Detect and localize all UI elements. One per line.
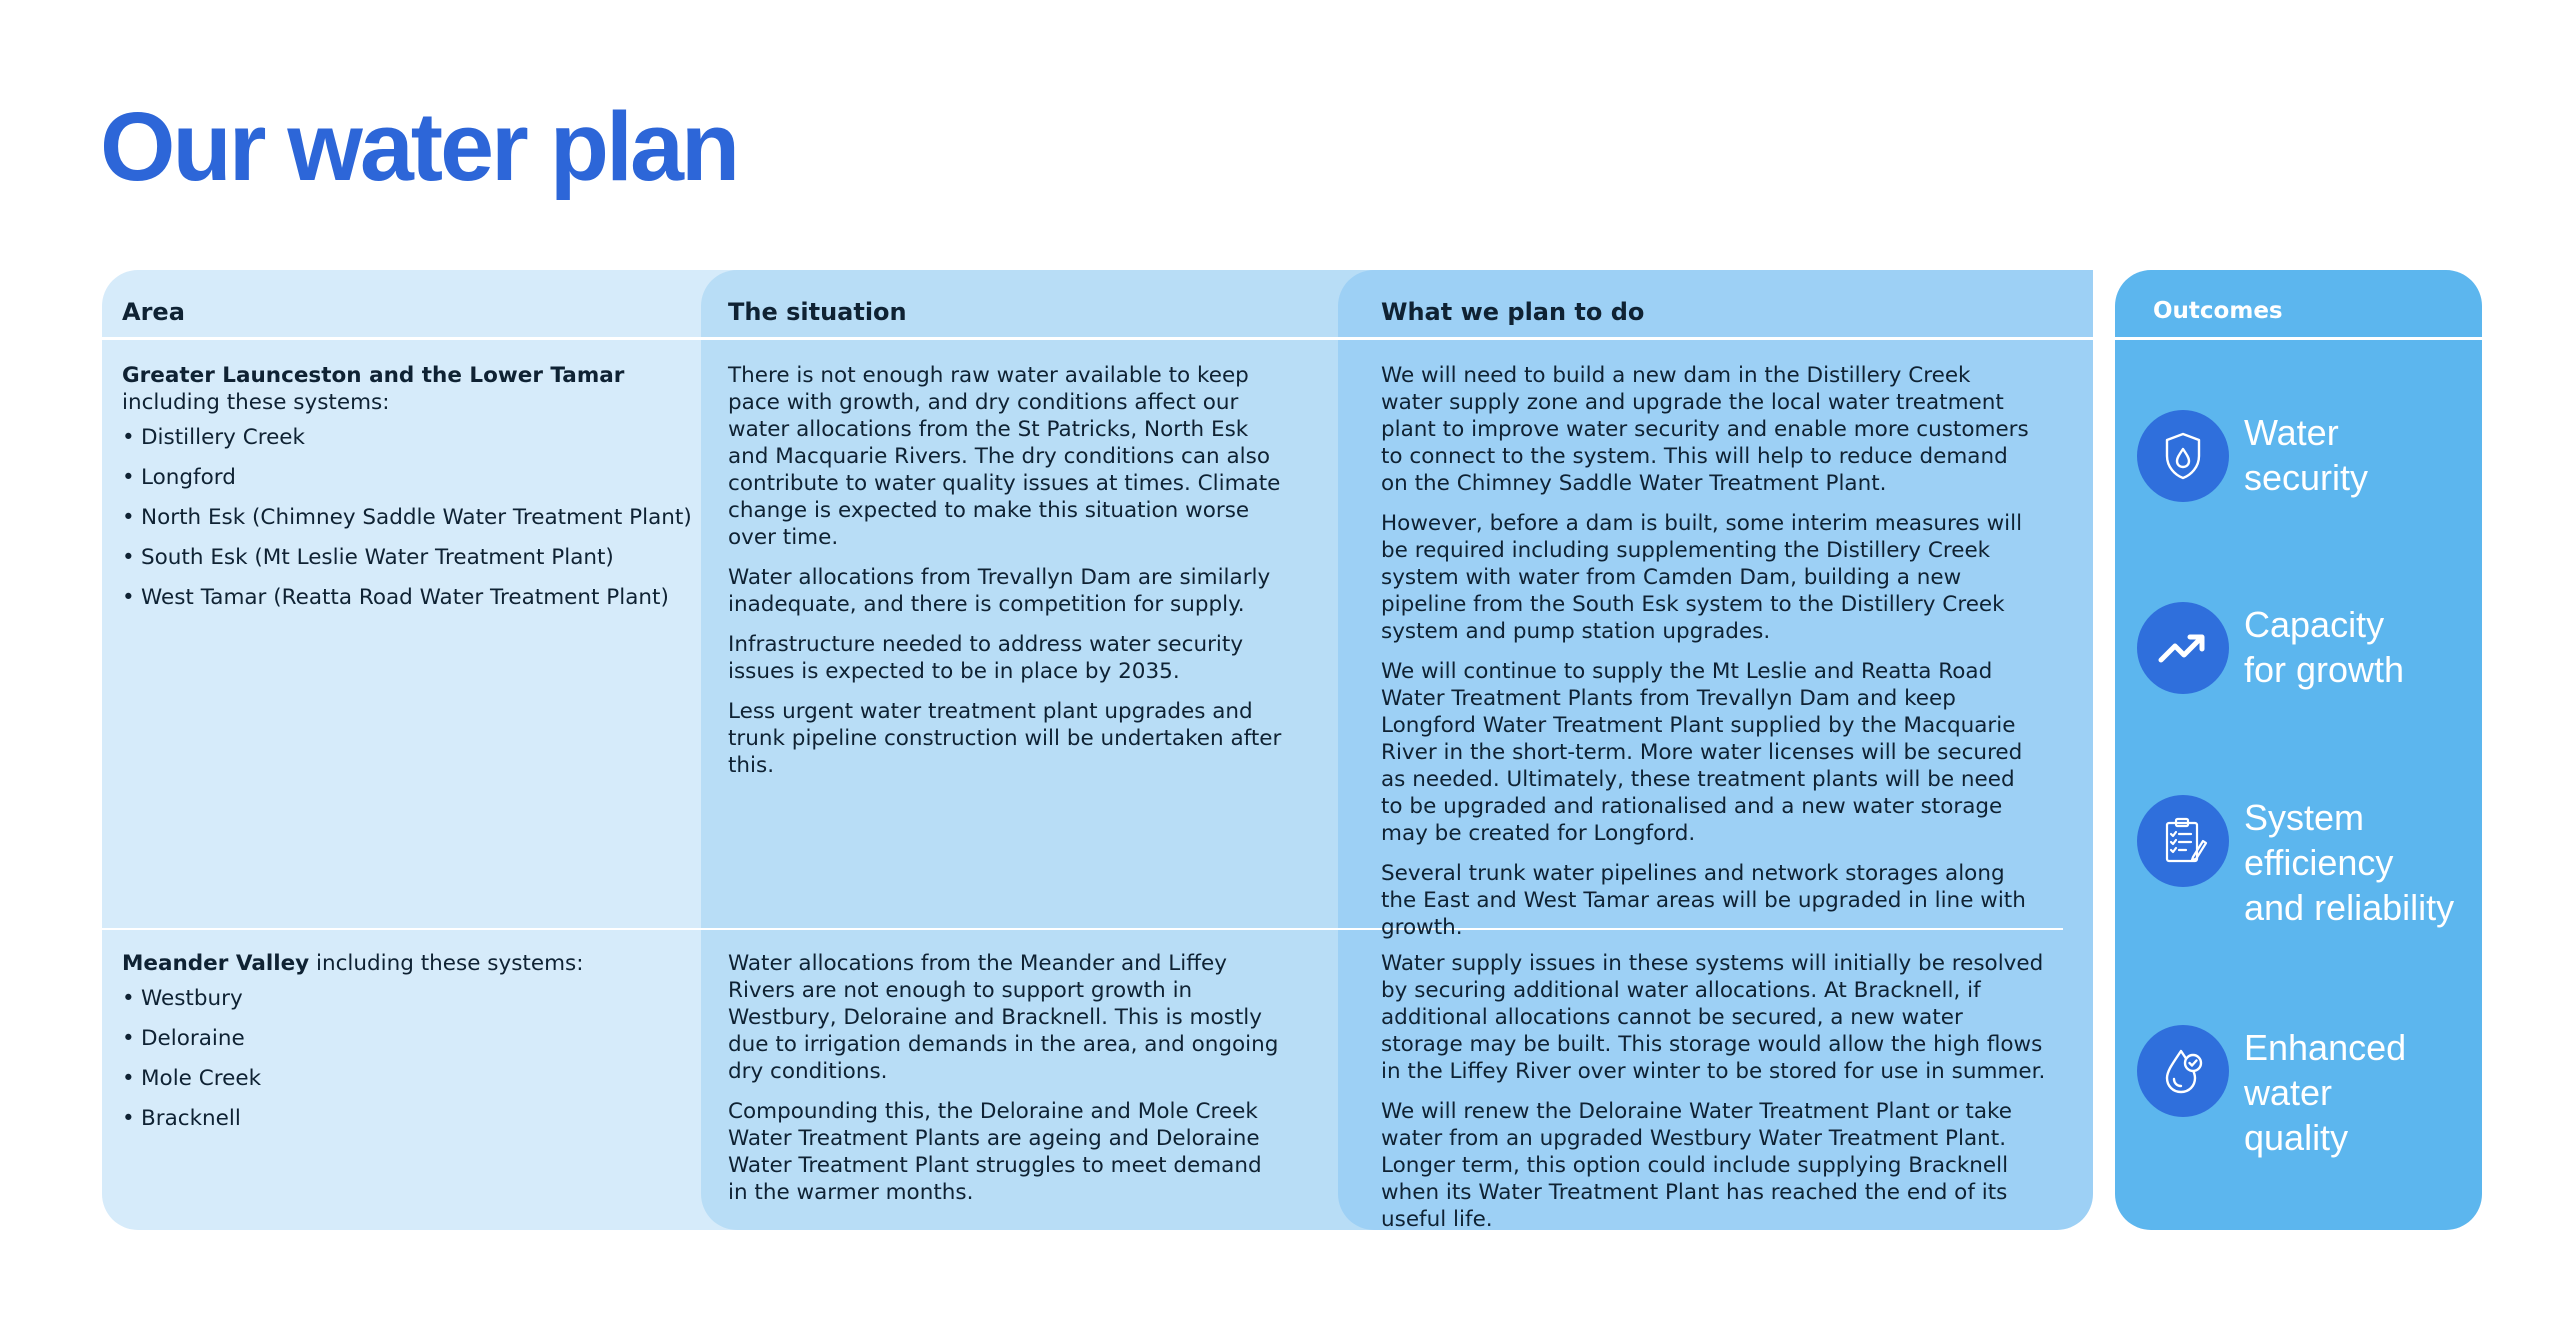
paragraph: There is not enough raw water available to keep pace with growth, and dry conditions affect our water allocations from the St Patricks, North Esk and Macquarie Rivers. The dry conditions can also contribute to water quality issues at times. Climate change is expected to make this situation worse over time. bbox=[728, 363, 1281, 550]
situation-header-label: The situation bbox=[728, 298, 907, 326]
plan-cell-launceston bbox=[1381, 362, 2033, 954]
list-item: • North Esk (Chimney Saddle Water Treatment Plant) bbox=[122, 504, 722, 531]
area-column bbox=[102, 270, 742, 1230]
situation-cell-meander bbox=[728, 950, 1288, 1219]
paragraph: We will continue to supply the Mt Leslie and Reatta Road Water Treatment Plants from Trevallyn Dam and keep Longford Water Treatment Plant supplied by the Macquarie River in the short-term. More water licenses will be secured as needed. Ultimately, these treatment plants will be need to be upgraded and rationalised and a new water storage may be created for Longford. bbox=[1381, 659, 2023, 846]
situation-column bbox=[701, 270, 1381, 1230]
outcome-label-line: efficiency bbox=[2244, 842, 2394, 883]
outcome-label-line: Enhanced bbox=[2244, 1027, 2407, 1068]
row-divider bbox=[102, 928, 742, 930]
paragraph: Water supply issues in these systems will initially be resolved by securing additional water allocations. At Bracknell, if additional allocations cannot be secured, a new water storage may be built. This storage would allow the high flows in the Liffey River over winter to be stored for use in summer. bbox=[1381, 951, 2046, 1084]
outcome-label-line: Water bbox=[2244, 412, 2339, 453]
area-subtitle: including these systems: bbox=[122, 390, 390, 415]
row-divider bbox=[701, 928, 1381, 930]
paragraph: We will renew the Deloraine Water Treatment Plant or take water from an upgraded Westbury Water Treatment Plant. Longer term, this option could include supplying Bracknell when its Water Treatment Plant has reached the end of its useful life. bbox=[1381, 1099, 2012, 1232]
list-item: • Mole Creek bbox=[122, 1065, 722, 1092]
clipboard-checklist-icon bbox=[2137, 795, 2229, 887]
outcome-label bbox=[2244, 1025, 2406, 1160]
list-item: • South Esk (Mt Leslie Water Treatment Plant) bbox=[122, 544, 722, 571]
list-item: • Bracknell bbox=[122, 1105, 722, 1132]
situation-header bbox=[701, 270, 1381, 340]
outcome-label-line: water bbox=[2244, 1072, 2333, 1113]
paragraph: We will need to build a new dam in the Distillery Creek water supply zone and upgrade the local water treatment plant to improve water security and enable more customers to connect to the system. This will help to reduce demand on the Chimney Saddle Water Treatment Plant. bbox=[1381, 363, 2029, 496]
plan-header-label: What we plan to do bbox=[1381, 298, 1645, 326]
paragraph: However, before a dam is built, some interim measures will be required including supplementing the Distillery Creek system with water from Camden Dam, building a new pipeline from the South Esk system to the Distillery Creek system and pump station upgrades. bbox=[1381, 511, 2023, 644]
paragraph: Compounding this, the Deloraine and Mole Creek Water Treatment Plants are ageing and Deloraine Water Treatment Plant struggles to meet demand in the warmer months. bbox=[728, 1099, 1262, 1205]
area-header bbox=[102, 270, 742, 340]
area-cell-launceston bbox=[122, 362, 722, 624]
page-title: Our water plan bbox=[100, 92, 738, 201]
plan-column bbox=[1338, 270, 2093, 1230]
outcome-label bbox=[2244, 410, 2368, 500]
shield-droplet-icon bbox=[2137, 410, 2229, 502]
area-subtitle: including these systems: bbox=[309, 951, 584, 976]
situation-cell-launceston bbox=[728, 362, 1288, 792]
droplet-check-icon bbox=[2137, 1025, 2229, 1117]
area-title: Meander Valley bbox=[122, 951, 310, 976]
paragraph: Water allocations from Trevallyn Dam are similarly inadequate, and there is competition for supply. bbox=[728, 565, 1271, 617]
plan-cell-meander bbox=[1381, 950, 2051, 1246]
list-item: • West Tamar (Reatta Road Water Treatment Plant) bbox=[122, 584, 722, 611]
area-cell-meander bbox=[122, 950, 722, 1145]
systems-list bbox=[122, 985, 722, 1132]
outcomes-header bbox=[2115, 270, 2482, 340]
list-item: • Deloraine bbox=[122, 1025, 722, 1052]
list-item: • Westbury bbox=[122, 985, 722, 1012]
outcome-label-line: and reliability bbox=[2244, 887, 2455, 928]
outcome-label bbox=[2244, 795, 2454, 930]
paragraph: Infrastructure needed to address water security issues is expected to be in place by 2035. bbox=[728, 632, 1244, 684]
paragraph: Less urgent water treatment plant upgrades and trunk pipeline construction will be undertaken after this. bbox=[728, 699, 1282, 778]
paragraph: Several trunk water pipelines and network storages along the East and West Tamar areas will be upgraded in line with growth. bbox=[1381, 861, 2026, 940]
outcome-label-line: Capacity bbox=[2244, 604, 2385, 645]
outcome-label-line: security bbox=[2244, 457, 2369, 498]
outcome-label-line: System bbox=[2244, 797, 2365, 838]
trend-up-icon bbox=[2137, 602, 2229, 694]
outcome-label-line: quality bbox=[2244, 1117, 2349, 1158]
list-item: • Longford bbox=[122, 464, 722, 491]
outcomes-header-label: Outcomes bbox=[2153, 298, 2283, 324]
plan-header bbox=[1338, 270, 2093, 340]
outcome-label bbox=[2244, 602, 2404, 692]
area-header-label: Area bbox=[122, 298, 185, 326]
list-item: • Distillery Creek bbox=[122, 424, 722, 451]
area-title: Greater Launceston and the Lower Tamar bbox=[122, 363, 625, 388]
outcome-label-line: for growth bbox=[2244, 649, 2405, 690]
paragraph: Water allocations from the Meander and Liffey Rivers are not enough to support growth in Westbury, Deloraine and Bracknell. This is mostly due to irrigation demands in the area, and ongoing dry conditions. bbox=[728, 951, 1279, 1084]
systems-list bbox=[122, 424, 722, 611]
outcomes-column bbox=[2115, 270, 2482, 1230]
